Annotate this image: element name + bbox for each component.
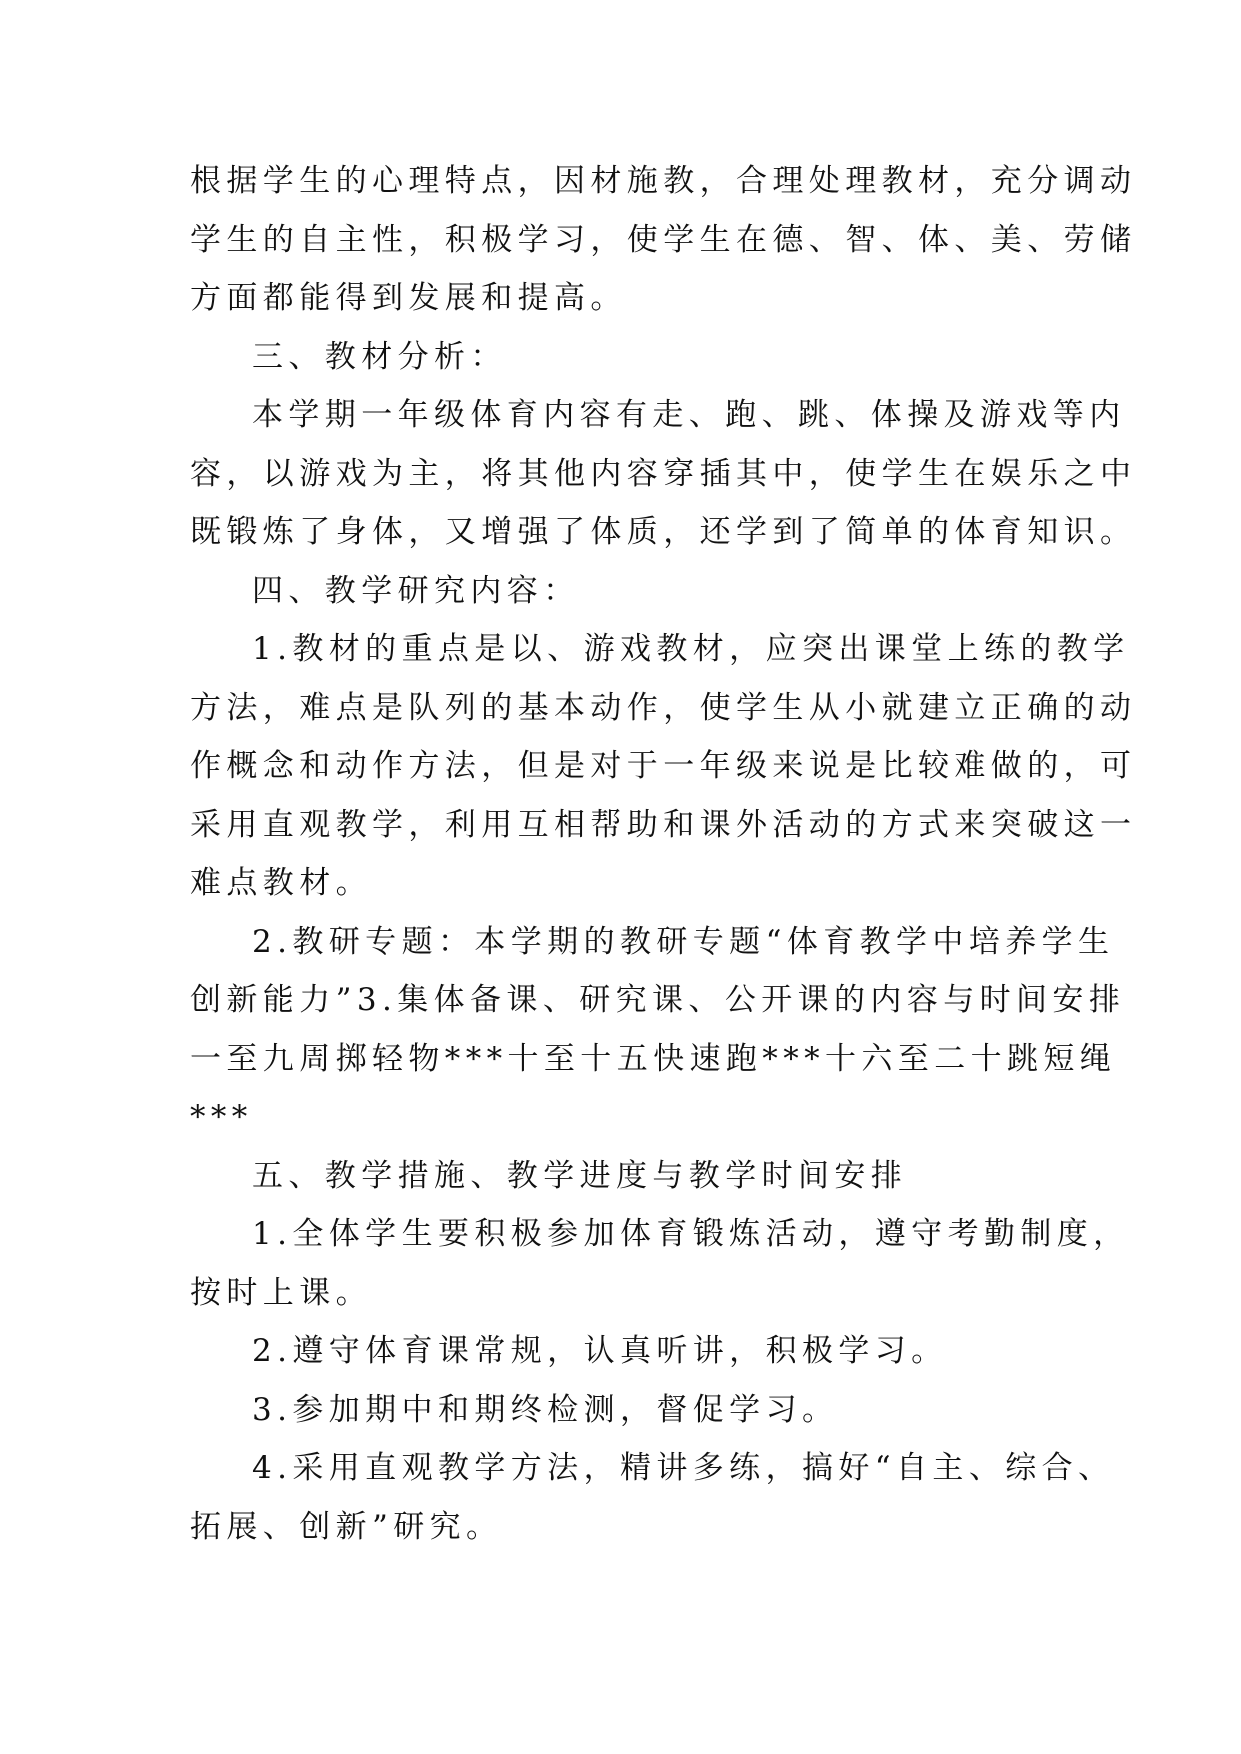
text-line: 既锻炼了身体，又增强了体质，还学到了简单的体育知识。: [190, 514, 1137, 550]
text-line: 容，以游戏为主，将其他内容穿插其中，使学生在娱乐之中: [190, 455, 1137, 492]
list-item-start: 3.参加期中和期终检测，督促学习。: [252, 1391, 839, 1428]
text-line: 学生的自主性，积极学习，使学生在德、智、体、美、劳储: [190, 221, 1137, 258]
text-line: 作概念和动作方法，但是对于一年级来说是比较难做的，可: [190, 748, 1137, 784]
text-line: 根据学生的心理特点，因材施教，合理处理教材，充分调动: [190, 163, 1137, 199]
section-heading-5: 五、教学措施、教学进度与教学时间安排: [252, 1157, 908, 1194]
paragraph-start: 本学期一年级体育内容有走、跑、跳、体操及游戏等内: [252, 397, 1126, 433]
text-line: 方面都能得到发展和提高。: [190, 280, 627, 316]
text-line: 拓展、创新”研究。: [190, 1508, 503, 1545]
list-item-start: 2.遵守体育课常规，认真听讲，积极学习。: [252, 1333, 948, 1369]
list-item-start: 1.全体学生要积极参加体育锻炼活动，遵守考勤制度，: [252, 1216, 1130, 1252]
text-line: 难点教材。: [190, 865, 372, 901]
text-line: 创新能力”3.集体备课、研究课、公开课的内容与时间安排: [190, 982, 1126, 1018]
list-item-start: 2.教研专题：本学期的教研专题“体育教学中培养学生: [252, 923, 1115, 960]
text-line: ***: [190, 1099, 253, 1135]
text-line: 采用直观教学，利用互相帮助和课外活动的方式来突破这一: [190, 806, 1137, 843]
text-line: 方法，难点是队列的基本动作，使学生从小就建立正确的动: [190, 689, 1137, 726]
section-heading-3: 三、教材分析：: [252, 338, 507, 375]
text-line: 按时上课。: [190, 1274, 372, 1311]
list-item-start: 1.教材的重点是以、游戏教材，应突出课堂上练的教学: [252, 631, 1130, 667]
document-body: [190, 152, 1137, 1556]
list-item-start: 4.采用直观教学方法，精讲多练，搞好“自主、综合、: [252, 1450, 1115, 1486]
text-line: 一至九周掷轻物***十至十五快速跑***十六至二十跳短绳: [190, 1040, 1117, 1077]
section-heading-4: 四、教学研究内容：: [252, 572, 580, 609]
